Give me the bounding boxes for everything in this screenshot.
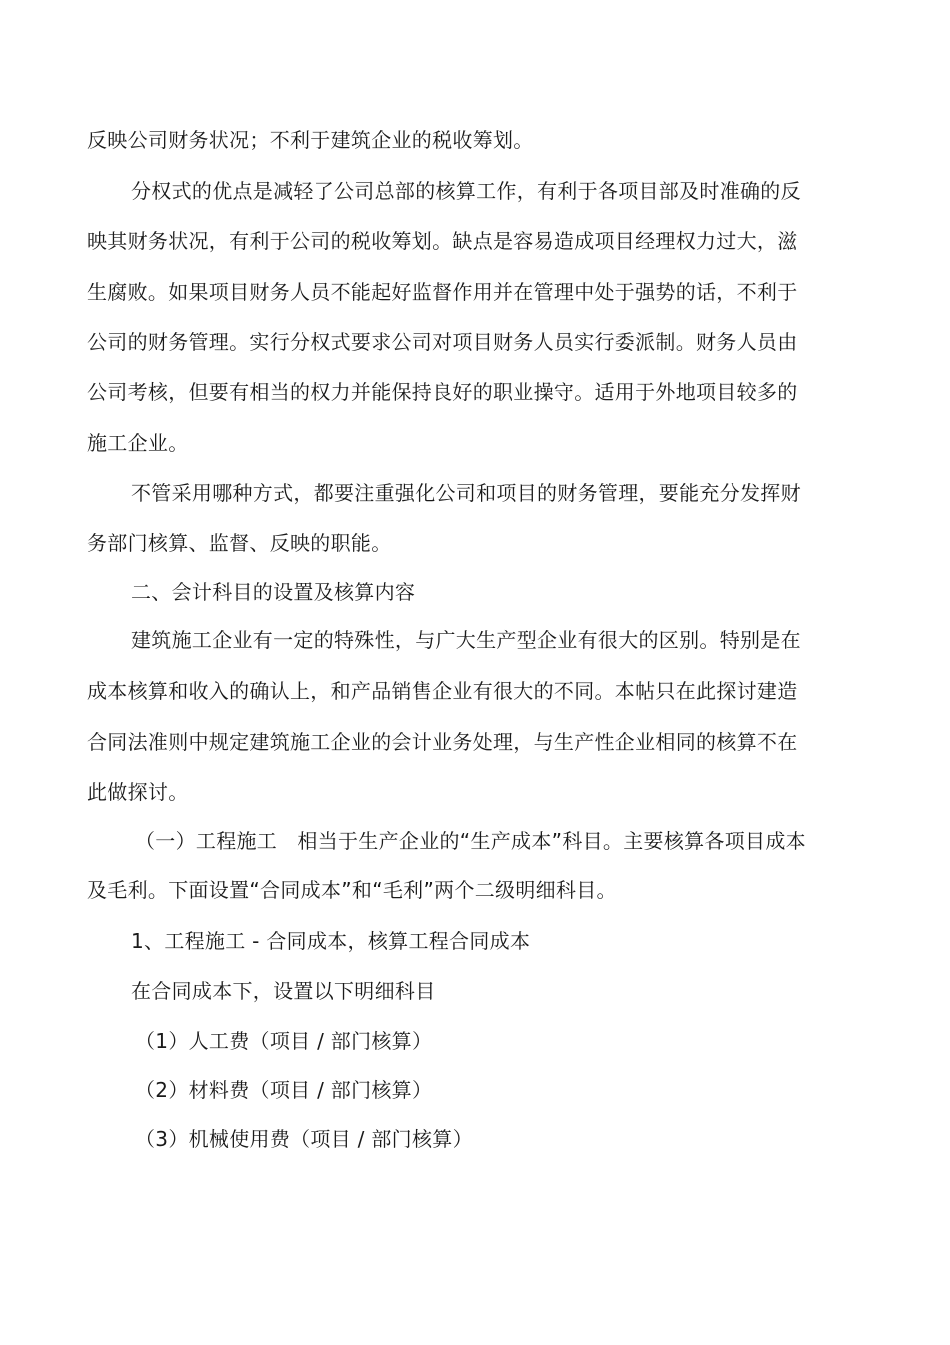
section-heading: 二、会计科目的设置及核算内容	[131, 580, 416, 604]
list-item: （2）材料费（项目 / 部门核算）	[135, 1078, 433, 1102]
paragraph-line: （一）工程施工 相当于生产企业的“生产成本”科目。主要核算各项目成本	[135, 829, 806, 853]
paragraph-line: 成本核算和收入的确认上，和产品销售企业有很大的不同。本帖只在此探讨建造	[87, 679, 798, 703]
paragraph-line: 合同法准则中规定建筑施工企业的会计业务处理，与生产性企业相同的核算不在	[87, 730, 798, 754]
paragraph-line: 在合同成本下，设置以下明细科目	[131, 979, 436, 1003]
paragraph-line: 公司考核，但要有相当的权力并能保持良好的职业操守。适用于外地项目较多的	[87, 380, 798, 404]
paragraph-line: 映其财务状况，有利于公司的税收筹划。缺点是容易造成项目经理权力过大，滋	[87, 229, 798, 253]
paragraph-line: 生腐败。如果项目财务人员不能起好监督作用并在管理中处于强势的话，不利于	[87, 280, 798, 304]
paragraph-line: 公司的财务管理。实行分权式要求公司对项目财务人员实行委派制。财务人员由	[87, 330, 798, 354]
paragraph-line: 及毛利。下面设置“合同成本”和“毛利”两个二级明细科目。	[87, 878, 617, 902]
list-item: （1）人工费（项目 / 部门核算）	[135, 1029, 433, 1053]
paragraph-line: 不管采用哪种方式，都要注重强化公司和项目的财务管理，要能充分发挥财	[131, 481, 801, 505]
paragraph-line: 务部门核算、监督、反映的职能。	[87, 531, 392, 555]
paragraph-line: 此做探讨。	[87, 780, 189, 804]
paragraph-line: 分权式的优点是减轻了公司总部的核算工作，有利于各项目部及时准确的反	[131, 179, 801, 203]
paragraph-line: 建筑施工企业有一定的特殊性，与广大生产型企业有很大的区别。特别是在	[131, 628, 801, 652]
list-item: （3）机械使用费（项目 / 部门核算）	[135, 1127, 473, 1151]
paragraph-line: 施工企业。	[87, 431, 189, 455]
paragraph-line: 反映公司财务状况；不利于建筑企业的税收筹划。	[87, 128, 534, 152]
list-item: 1、工程施工 - 合同成本，核算工程合同成本	[131, 929, 531, 953]
